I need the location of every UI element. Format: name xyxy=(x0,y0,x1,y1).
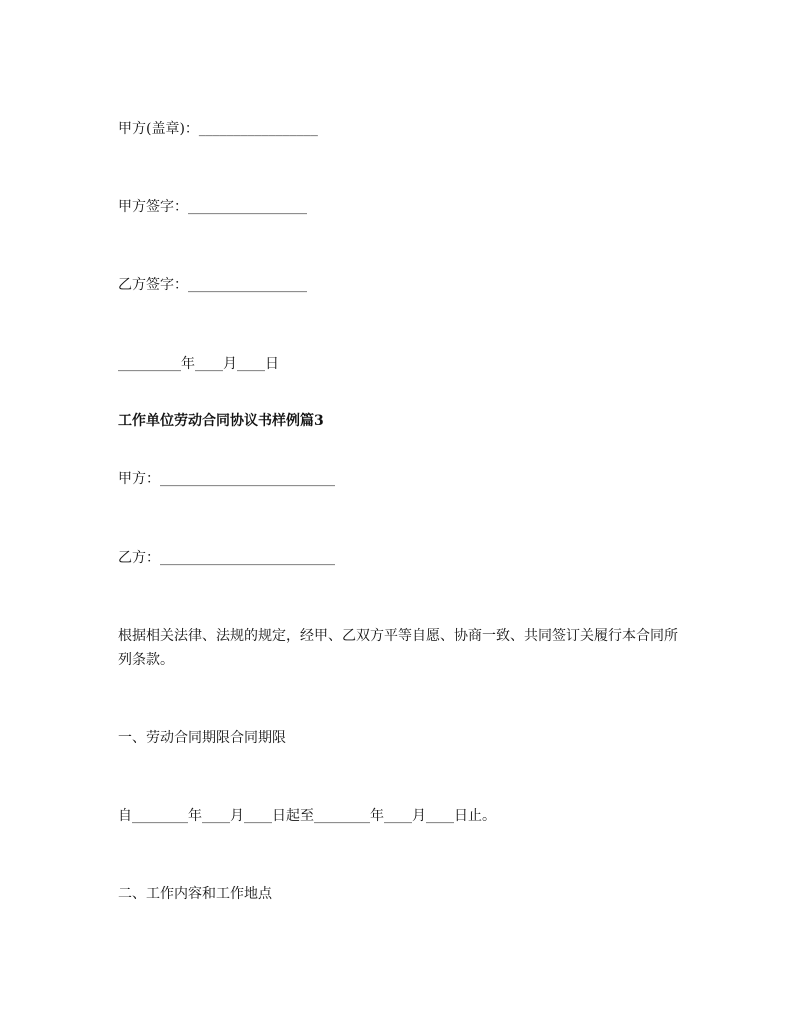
clause-1-title: 一、劳动合同期限合同期限 xyxy=(118,730,286,746)
party-b-signature-line: 乙方签字：_________________ xyxy=(118,277,307,293)
party-a-signature-line: 甲方签字：_________________ xyxy=(118,199,307,215)
party-a-line: 甲方：_________________________ xyxy=(118,471,335,487)
party-a-seal-line: 甲方(盖章)：_________________ xyxy=(118,121,318,137)
clause-1-text: 自________年____月____日起至________年____月____日止。 xyxy=(118,808,496,824)
party-b-line: 乙方：_________________________ xyxy=(118,550,335,566)
intro-paragraph: 根据相关法律、法规的规定，经甲、乙双方平等自愿、协商一致、共同签订关履行本合同所列条款。 xyxy=(118,628,678,668)
clause-2-title: 二、工作内容和工作地点 xyxy=(118,886,272,902)
section-title: 工作单位劳动合同协议书样例篇3 xyxy=(118,413,324,429)
date-line: _________年____月____日 xyxy=(118,356,279,372)
